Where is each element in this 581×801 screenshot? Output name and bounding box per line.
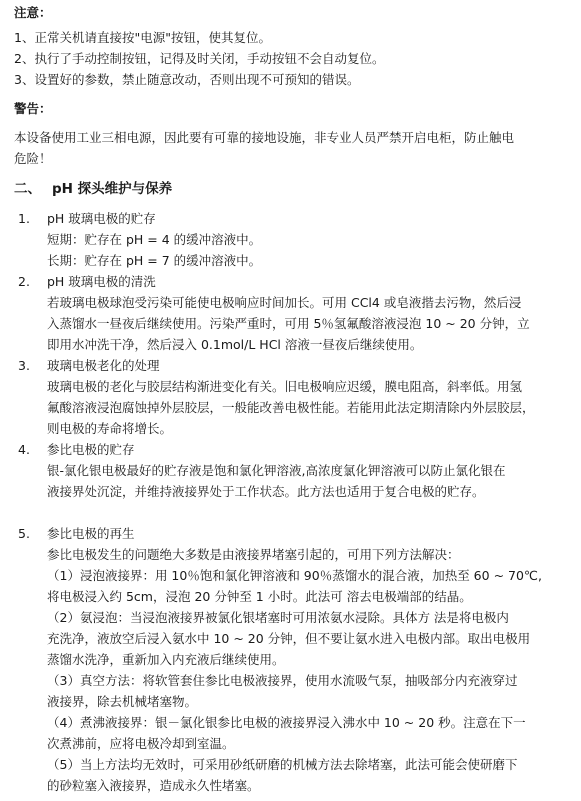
item-number: 5. <box>18 526 30 541</box>
item-line: 液接界，除去机械堵塞物。 <box>47 694 198 709</box>
item-title: pH 玻璃电极的贮存 <box>47 211 156 226</box>
item-line: （1）浸泡液接界：用 10％饱和氯化钾溶液和 90％蒸馏水的混合液，加热至 60 ~ 70℃, <box>47 568 542 583</box>
item-line: 长期：贮存在 pH = 7 的缓冲溶液中。 <box>47 253 262 268</box>
item-title: 参比电极的再生 <box>47 526 135 541</box>
item-line: 液接界处沉淀，并维持液接界处于工作状态。此方法也适用于复合电极的贮存。 <box>47 484 485 499</box>
item-body <box>47 208 573 271</box>
notice-title: 注意： <box>14 5 52 20</box>
item-body <box>47 355 573 439</box>
list-item <box>14 523 573 796</box>
item-body <box>47 439 573 502</box>
item-line: 若玻璃电极球泡受污染可能使电极响应时间加长。可用 CCl4 或皂液揩去污物，然后浸 <box>47 295 522 310</box>
item-number: 1. <box>18 211 30 226</box>
item-line: （5）当上方法均无效时，可采用砂纸研磨的机械方法去除堵塞，此法可能会使研磨下 <box>47 757 518 772</box>
item-number: 4. <box>18 442 30 457</box>
item-line: 银-氯化银电极最好的贮存液是饱和氯化钾溶液,高浓度氯化钾溶液可以防止氯化银在 <box>47 463 506 478</box>
item-number: 3. <box>18 358 30 373</box>
warning-text <box>14 127 573 169</box>
item-line: 玻璃电极的老化与胶层结构渐进变化有关。旧电极响应迟缓，膜电阻高，斜率低。用氢 <box>47 379 523 394</box>
item-body <box>47 523 573 796</box>
item-line: 短期：贮存在 pH = 4 的缓冲溶液中。 <box>47 232 262 247</box>
spacer <box>14 502 573 523</box>
section-number: 二、 <box>14 181 41 197</box>
item-line: 蒸馏水洗净，重新加入内充液后继续使用。 <box>47 652 285 667</box>
item-title: pH 玻璃电极的清洗 <box>47 274 156 289</box>
notice-line: 2、执行了手动控制按钮，记得及时关闭，手动按钮不会自动复位。 <box>14 51 385 66</box>
item-number: 2. <box>18 274 30 289</box>
item-line: 充洗净，液放空后浸入氨水中 10 ~ 20 分钟，但不要让氨水进入电极内部。取出电极用 <box>47 631 531 646</box>
item-line: 的砂粒塞入液接界，造成永久性堵塞。 <box>47 778 260 793</box>
item-line: 参比电极发生的问题绝大多数是由液接界堵塞引起的，可用下列方法解决： <box>47 547 460 562</box>
item-body <box>47 271 573 355</box>
item-line: 将电极浸入约 5cm，浸泡 20 分钟至 1 小时。此法可 溶去电极端部的结晶。 <box>47 589 472 604</box>
list-item <box>14 271 573 355</box>
list-item <box>14 208 573 271</box>
item-line: （2）氨浸泡：当浸泡液接界被氯化银堵塞时可用浓氨水浸除。具体方 法是将电极内 <box>47 610 509 625</box>
warning-line: 危险！ <box>14 151 52 166</box>
notice-line: 1、正常关机请直接按"电源"按钮，使其复位。 <box>14 30 271 45</box>
item-line: 氟酸溶液浸泡腐蚀掉外层胶层，一般能改善电极性能。若能用此法定期清除内外层胶层， <box>47 400 535 415</box>
item-line: 次煮沸前，应将电极冷却到室温。 <box>47 736 235 751</box>
warning-line: 本设备使用工业三相电源，因此要有可靠的接地设施，非专业人员严禁开启电柜，防止触电 <box>14 130 515 145</box>
item-line: 入蒸馏水一昼夜后继续使用。污染严重时，可用 5％氢氟酸溶液浸泡 10 ~ 20 分钟，立 <box>47 316 530 331</box>
notice-line: 3、设置好的参数，禁止随意改动，否则出现不可预知的错误。 <box>14 72 360 87</box>
list-item <box>14 355 573 439</box>
list-item <box>14 439 573 502</box>
item-title: 玻璃电极老化的处理 <box>47 358 160 373</box>
item-line: 则电极的寿命将增长。 <box>47 421 173 436</box>
item-title: 参比电极的贮存 <box>47 442 135 457</box>
item-line: （4）煮沸液接界：银－氯化银参比电极的液接界浸入沸水中 10 ~ 20 秒。注意在下一 <box>47 715 526 730</box>
warning-title: 警告： <box>14 101 52 116</box>
section-heading <box>14 179 573 200</box>
notice-list <box>14 27 573 90</box>
item-line: 即用水冲洗干净，然后浸入 0.1mol/L HCl 溶液一昼夜后继续使用。 <box>47 337 423 352</box>
section-title: pH 探头维护与保养 <box>52 181 173 197</box>
item-list <box>14 208 573 796</box>
item-line: （3）真空方法：将软管套住参比电极液接界，使用水流吸气泵，抽吸部分内充液穿过 <box>47 673 518 688</box>
